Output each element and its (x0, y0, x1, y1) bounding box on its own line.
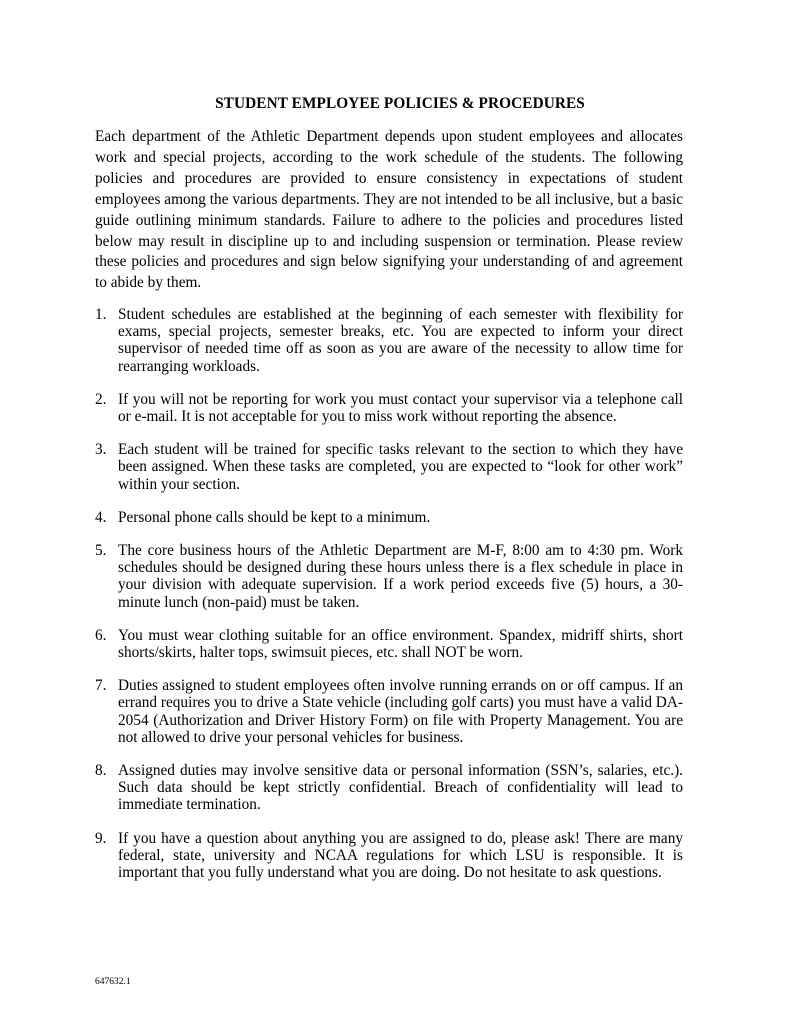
policy-text: You must wear clothing suitable for an office environment. Spandex, midriff shirts, short shorts/skirts, halter tops, swimsuit pieces, etc. shall NOT be worn. (118, 626, 683, 662)
policy-item (95, 830, 683, 882)
policy-item (95, 441, 683, 493)
policy-number: 8. (95, 762, 107, 780)
policy-text: Each student will be trained for specific tasks relevant to the section to which they have been assigned. When these tasks are completed, you are expected to “look for other work” within your section. (118, 441, 683, 493)
policy-text: If you will not be reporting for work you must contact your supervisor via a telephone call or e-mail. It is not acceptable for you to miss work without reporting the absence. (118, 390, 683, 426)
policy-text: Personal phone calls should be kept to a minimum. (118, 508, 431, 526)
policy-number: 6. (95, 626, 107, 644)
policy-number: 7. (95, 677, 107, 695)
policy-text: Duties assigned to student employees often involve running errands on or off campus. If an errand requires you to drive a State vehicle (including golf carts) you must have a valid DA-2054 (Authorization and Driver History Form) on file with Property Management. You are not allowed to drive your personal vehicles for business. (118, 677, 683, 746)
policy-number: 9. (95, 829, 107, 847)
policy-number: 2. (95, 390, 107, 408)
policy-text: The core business hours of the Athletic Department are M-F, 8:00 am to 4:30 pm. Work schedules should be designed during these hours unless there is a flex schedule in place in your division with adequate supervision. If a work period exceeds five (5) hours, a 30-minute lunch (non-paid) must be taken. (118, 542, 683, 611)
policy-number: 5. (95, 542, 107, 560)
policy-list (95, 306, 683, 881)
policy-number: 1. (95, 306, 107, 323)
page-title: STUDENT EMPLOYEE POLICIES & PROCEDURES (215, 95, 585, 112)
policy-item (95, 762, 683, 814)
policy-item (95, 542, 683, 611)
policy-text: Student schedules are established at the beginning of each semester with flexibility for exams, special projects, semester breaks, etc. You are expected to inform your direct supervisor of needed time off as soon as you are aware of the necessity to allow time for rearranging workloads. (118, 306, 683, 375)
policy-item (95, 306, 683, 375)
policy-number: 3. (95, 441, 107, 459)
policy-item (95, 391, 683, 425)
intro-paragraph: Each department of the Athletic Department depends upon student employees and allocates work and special projects, according to the work schedule of the students. The following policies and procedures are provided to ensure consistency in expectations of student employees among the various departments. They are not intended to be all inclusive, but a basic guide outlining minimum standards. Failure to adhere to the policies and procedures listed below may result in discipline up to and including suspension or termination. Please review these policies and procedures and sign below signifying your understanding of and agreement to abide by them. (95, 128, 683, 292)
policy-text: Assigned duties may involve sensitive data or personal information (SSN’s, salaries, etc.). Such data should be kept strictly confidential. Breach of confidentiality will lead to immediate termination. (118, 762, 683, 814)
policy-text: If you have a question about anything you are assigned to do, please ask! There are many federal, state, university and NCAA regulations for which LSU is responsible. It is important that you fully understand what you are doing. Do not hesitate to ask questions. (118, 829, 683, 882)
document-number: 647632.1 (95, 977, 131, 987)
policy-item (95, 509, 683, 526)
policy-item (95, 627, 683, 661)
policy-item (95, 677, 683, 746)
policy-number: 4. (95, 508, 107, 526)
